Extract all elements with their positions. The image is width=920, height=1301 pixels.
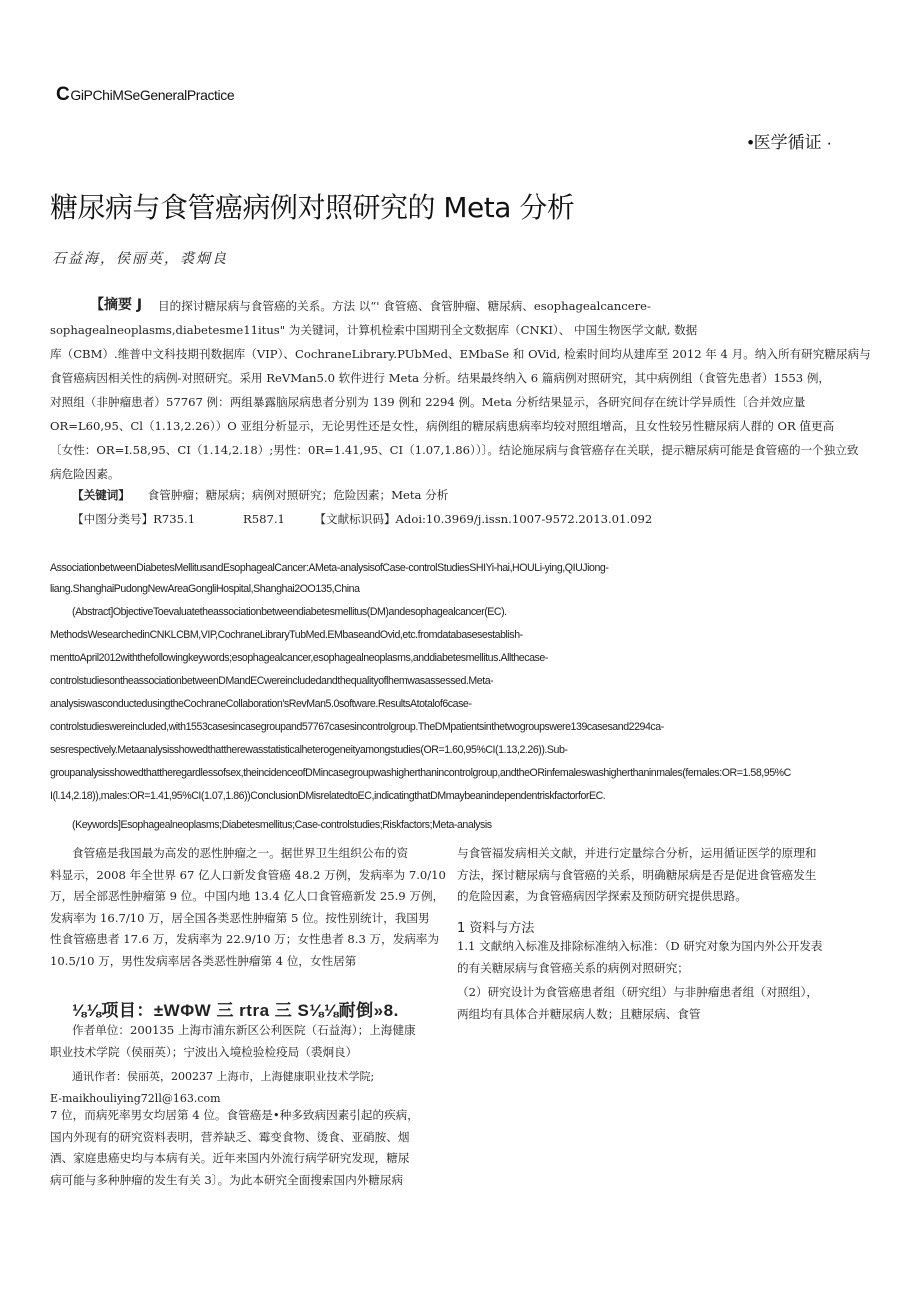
section-heading: 1 资料与方法 [457,921,535,936]
affiliation-line: 职业技术学院（侯丽英）；宁波出入境检验检疫局（裘炯良） [50,1044,358,1059]
abstract-line: 〔女性：OR=I.58,95、CI（1.14,2.18）;男性：0R=1.41,95、CI（1.07,1.86））〕。结论施尿病与食管癌存在关联，提示糖尿病可能是食管癌的一个独立致 [50,443,859,457]
correspondence-line: 通讯作者：侯丽英，200237 上海市，上海健康职业技术学院; [72,1070,375,1083]
keywords-row [72,483,448,507]
body-line: 病可能与多种肿瘤的发生有关 3〕。为此本研究全面搜索国内外糖尿病 [50,1172,404,1187]
funding-note: ⅛⅛项目：±WΦW 三 rtra 三 S⅛⅛耐倒»8. [72,1001,399,1020]
abstract-line: 目的探讨糖尿病与食管癌的关系。方法 以“' 食管癌、食管肿瘤、糖尿病、esophagealcancere- [158,299,651,313]
body-left-intro [50,843,446,973]
abstract-line: 库（CBM）.维普中文科技期刊数据库（VIP）、CochraneLibrary.PUbMed、EMbaSe 和 OVid, 检索时间均从建库至 2012 年 4 月。纳入所有研究糖尿病与 [50,347,871,361]
journal-logo-letter: C [56,84,70,105]
body-line: 食管癌是我国最为高发的恶性肿瘤之一。据世界卫生组织公布的资 [72,846,409,860]
correspondence-email[interactable]: E-maikhouliying72ll@163.com [50,1091,221,1105]
body-line: 方法，探讨糖尿病与食管癌的关系，明确糖尿病是否是促进食管癌发生 [457,867,817,882]
body-line: 发病率为 16.7/10 万，居全国各类恶性肿瘤第 5 位。按性别统计，我国男 [50,910,430,925]
keywords-label: 【关键词】 [72,488,130,502]
body-line: 万，居全部恶性肿瘤第 9 位。中国内地 13.4 亿人口食管癌新发 25.9 万例， [50,889,445,904]
abstract-en-line: I(l.14,2.18)),males:OR=1.41,95%CI(1.07,1.86))ConclusionDMisrelatedtoEC,indicatingthatDMmaybeanindependentriskfactorforEC. [50,790,606,802]
body-line: 10.5/10 万，男性发病率居各类恶性肿瘤第 4 位，女性居第 [50,953,357,968]
body-line: 酒、家庭患癌史均与本病有关。近年来国内外流行病学研究发现，糖尿 [50,1151,410,1166]
abstract-line: sophagealneoplasms,diabetesme11itus" 为关键词，计算机检索中国期刊全文数据库（CNKI）、 中国生物医学文献, 数据 [50,323,698,337]
inclusion-criteria [457,936,867,979]
author-affiliation [50,1020,435,1063]
body-line: 性食管癌患者 17.6 万，发病率为 22.9/10 万；女性患者 8.3 万，发病率为 [50,932,440,947]
abstract-en-line: (Abstract]ObjectiveToevaluatetheassociationbetweendiabetesmellitus(DM)andesophagealcancer(EC). [72,606,507,618]
body-line: 的危险因素，为食管癌病因学探索及预防研究提供思路。 [457,889,747,904]
classification-row: 【中图分类号】R735.1 R587.1 【文献标识码】Adoi:10.3969/j.issn.1007-9572.2013.01.092 [72,512,653,526]
abstract-label: 【摘要 J [90,297,143,313]
body-line: 国内外现有的研究资料表明，营养缺乏、霉变食物、烫食、亚硝胺、烟 [50,1129,410,1144]
abstract-line: 病危险因素。 [50,467,120,481]
body-line: 料显示，2008 年全世界 67 亿人口新发食管癌 48.2 万例，发病率为 7.0/10 [50,867,446,882]
affiliation-line: 作者单位：200135 上海市浦东新区公利医院（石益海）；上海健康 [72,1023,416,1037]
abstract-en-line: controlstudiesontheassociationbetweenDMandECwereincludedandthequalityoflhemwasassessed.Meta- [50,675,494,687]
section-label: •医学循证 · [747,133,832,152]
article-title: 糖尿病与食管癌病例对照研究的 Meta 分析 [50,191,575,224]
body-right-intro [457,843,867,908]
correspondence [50,1066,435,1109]
body-line: 7 位，而病死率男女均居第 4 位。食管癌是•种多致病因素引起的疾病， [50,1108,419,1122]
abstract-en-line: controlstudieswereincluded,with1553casesincasegroupand57767casesincontrolgroup.TheDMpatientsinthetwogroupswere139casesand2294ca- [50,721,664,733]
abstract-line: 食管癌病因相关性的病例-对照研究。采用 ReVMan5.0 软件进行 Meta 分析。结果最终纳入 6 篇病例对照研究，其中病例组（食管先患者）1553 例， [50,371,831,385]
abstract-en-line: sesrespectively.Metaanalysisshowedthattherewasstatisticalheterogeneityamongstudies(OR=1.60,95%CI(1.13,2.26)).Sub- [50,744,568,756]
journal-name [56,84,234,106]
body-left-continued [50,1105,435,1191]
abstract-en-line: groupanalysisshowedthattheregardlessofsex,theincidenceofDMincasegroupwashigherthanincontrolgroup,andtheORinfemaleswashigherthaninmales(females:OR=1.58,95%C [50,767,791,779]
body-line: 的有关糖尿病与食管癌关系的病例对照研究； [457,960,689,975]
inclusion-criteria-2 [457,982,867,1025]
body-line: 1.1 文献纳入标准及排除标准纳入标准：（D 研究对象为国内外公开发表 [457,939,823,953]
body-line: 两组均有具体合并糖尿病人数；且糖尿病、食管 [457,1006,701,1021]
body-line: 与食管福发病相关文献，并进行定量综合分析，运用循证医学的原理和 [457,846,817,860]
article-authors: 石益海，侯丽英，裘炯良 [52,251,228,267]
abstract-line: 对照组（非肿瘤患者）57767 例：两组暴露脑尿病患者分别为 139 例和 2294 例。Meta 分析结果显示，各研究间存在统计学异质性〔合并效应量 [50,395,806,409]
abstract-en-line: AssociationbetweenDiabetesMellitusandEsophagealCancer:AMeta-analysisofCase-controlStudiesSHIYi-hai,HOULi-ying,QIUJiong- [50,562,609,574]
body-line: （2）研究设计为食管癌患者组（研究组）与非肿瘤患者组（对照组）， [457,985,818,999]
abstract-en-keywords: (Keywords]Esophagealneoplasms;Diabetesmellitus;Case-controlstudies;Riskfactors;Meta-analysis [72,819,492,831]
abstract-en-line: liang.ShanghaiPudongNewAreaGongliHospital,Shanghai2OO135,China [50,583,360,595]
keywords-text: 食管肿瘤；糖尿病；病例对照研究；危险因素；Meta 分析 [147,488,449,502]
abstract-en-line: MethodsWesearchedinCNKLCBM,VIP,CochraneLibraryTubMed.EMbaseandOvid,etc.fromdatabasesestablish- [50,629,523,641]
journal-name-text: GiPChiMSeGeneralPractice [70,87,235,103]
abstract-line: OR=L60,95、Cl（1.13,2.26））O 亚组分析显示，无论男性还是女性，病例组的糖尿病患病率均较对照组增高，且女性较另性糖尿病人群的 OR 值更高 [50,419,835,433]
abstract-en-line: analysiswasconductedusingtheCochraneCollaboration'sRevMan5.0software.ResultsAtotalof6case- [50,698,472,710]
abstract-en-line: menttoApril2012withthefollowingkeywords;esophagealcancer,esophagealneoplasms,anddiabetesmellitus.Allthecase- [50,652,548,664]
